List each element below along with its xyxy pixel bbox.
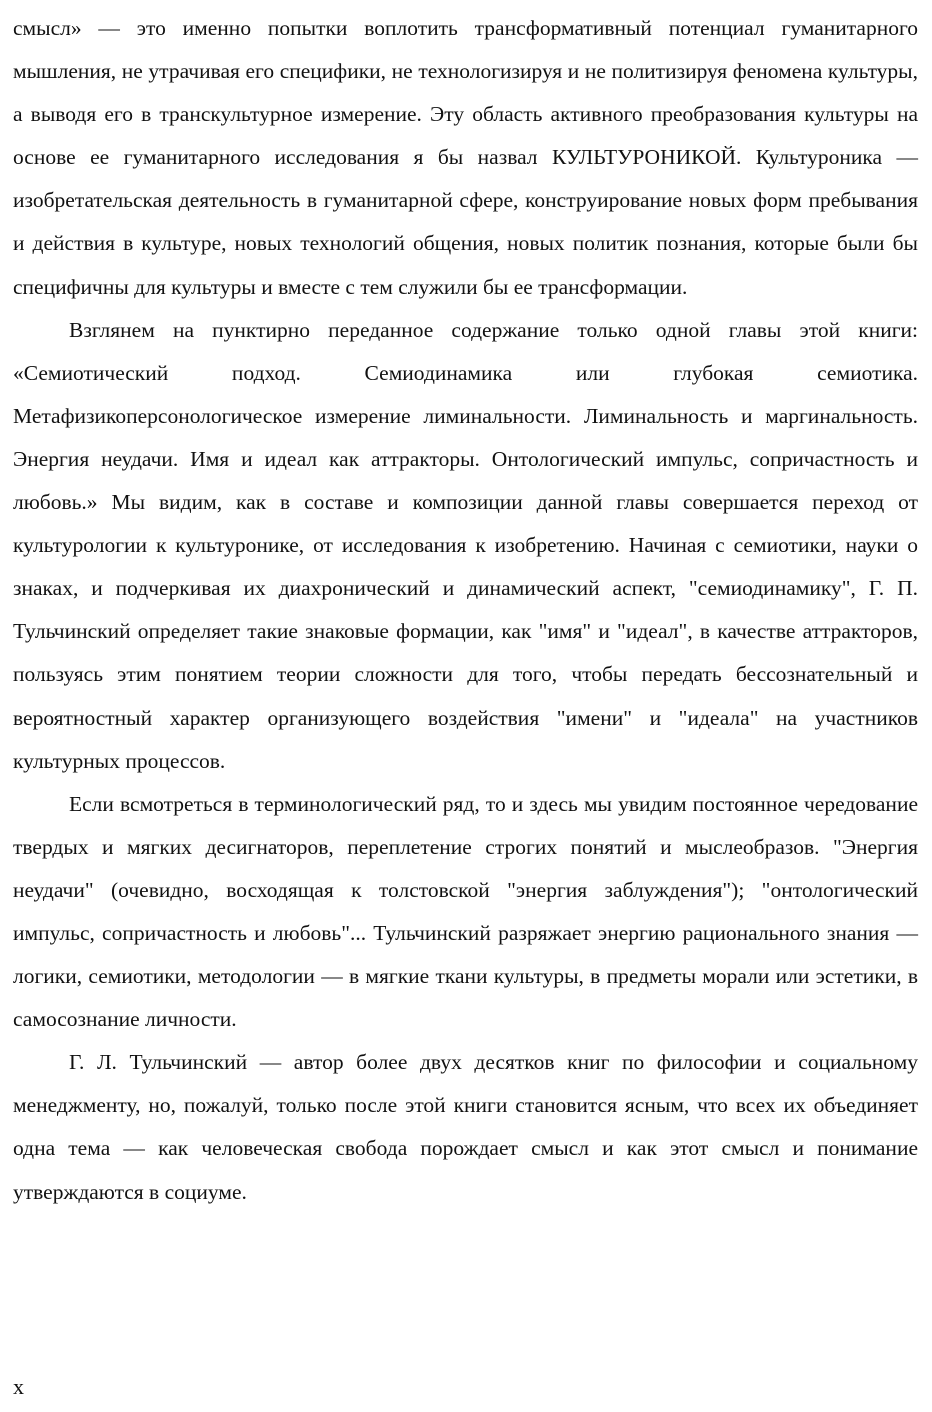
paragraph-terminology: Если всмотреться в терминологический ряд, то и здесь мы увидим постоянное чередование твердых и мягких десигнаторов, переплетение строгих понятий и мыслеобразов. "Энергия неудачи" (очевидно, восходящая к толстовской "энергия заблуждения"); "онтологический импульс, сопричастность и любовь"... Тульчинский разряжает энергию рационального знания — логики, семиотики, методологии — в мягкие ткани культуры, в предметы морали или эстетики, в самосознание личности.	[13, 791, 918, 1032]
paragraph-chapter-contents: Взглянем на пунктирно переданное содержание только одной главы этой книги: «Семиотический подход. Семиодинамика или глубокая семиотика. Метафизикоперсонологическое измерение лиминальности. Лиминальность и маргинальность. Энергия неудачи. Имя и идеал как аттракторы. Онтологический импульс, сопричастность и любовь.» Мы видим, как в составе и композиции данной главы совершается переход от культурологии к культуронике, от исследования к изобретению. Начиная с семиотики, науки о знаках, и подчеркивая их диахронический и динамический аспект, "семиодинамику", Г. П. Тульчинский определяет такие знаковые формации, как "имя" и "идеал", в качестве аттракторов, пользуясь этим понятием теории сложности для того, чтобы передать бессознательный и вероятностный характер организующего воздействия "имени" и "идеала" на участников культурных процессов.	[13, 317, 918, 773]
page-number: x	[13, 1374, 24, 1399]
page-body	[13, 7, 918, 1214]
paragraph-author: Г. Л. Тульчинский — автор более двух десятков книг по философии и социальному менеджменту, но, пожалуй, только после этой книги становится ясным, что всех их объединяет одна тема — как человеческая свобода порождает смысл и как этот смысл и понимание утверждаются в социуме.	[13, 1050, 918, 1204]
paragraph-continued: смысл» — это именно попытки воплотить трансформативный потенциал гуманитарного мышления, не утрачивая его специфики, не технологизируя и не политизируя феномена культуры, а выводя его в транскультурное измерение. Эту область активного преобразования культуры на основе ее гуманитарного исследования я бы назвал КУЛЬТУРОНИКОЙ. Культуроника — изобретательская деятельность в гуманитарной сфере, конструирование новых форм пребывания и действия в культуре, новых технологий общения, новых политик познания, которые были бы специфичны для культуры и вместе с тем служили бы ее трансформации.	[13, 16, 918, 299]
